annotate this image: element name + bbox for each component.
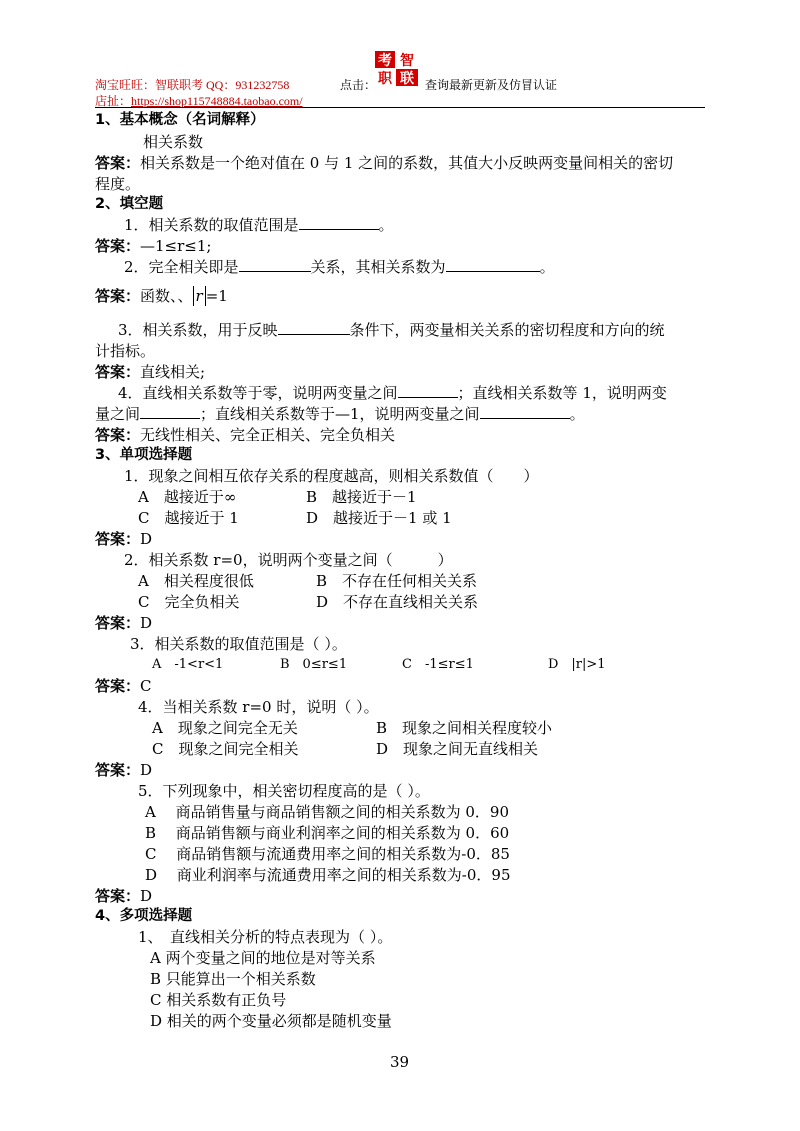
s2-q3 xyxy=(118,320,665,340)
s3-q2-option-a: A 相关程度很低 xyxy=(138,572,254,590)
s2-q4-blank2 xyxy=(140,404,200,419)
s3-a2 xyxy=(95,613,152,633)
s4-q1-option-d: D 相关的两个变量必须都是随机变量 xyxy=(150,1012,392,1030)
s2-q4-l2-mid: ；直线相关系数等于—1，说明两变量之间 xyxy=(200,405,480,423)
s2-q1-post: 。 xyxy=(378,216,394,234)
answer-label: 答案： xyxy=(95,287,141,305)
s3-q4: 4．当相关系数 r=0 时，说明（ ）。 xyxy=(138,698,379,716)
s2-q4-blank3 xyxy=(480,404,570,419)
s3-q3-option-b: B 0≤r≤1 xyxy=(280,657,348,672)
s2-q3-line2: 计指标。 xyxy=(95,342,156,360)
s3-q2: 2．相关系数 r=0，说明两个变量之间（ ） xyxy=(124,551,453,569)
page-number: 39 xyxy=(390,1053,410,1071)
logo-char-zhi2: 职 xyxy=(378,71,392,87)
s3-q5-option-b: B 商品销售额与商业利润率之间的相关系数为 0．60 xyxy=(145,824,510,842)
s3-q2-option-d: D 不存在直线相关关系 xyxy=(316,593,479,611)
section-3-title: 3、单项选择题 xyxy=(95,447,193,463)
s3-q3: 3．相关系数的取值范围是（ ）。 xyxy=(130,635,347,653)
s3-q5-option-c: C 商品销售额与流通费用率之间的相关系数为-0．85 xyxy=(145,845,510,863)
header-contact: 淘宝旺旺：智联职考 QQ：931232758 xyxy=(95,78,290,92)
s4-q1-option-a: A 两个变量之间的地位是对等关系 xyxy=(150,949,376,967)
s2-q4-pre: 4．直线相关系数等于零，说明两变量之间 xyxy=(118,384,398,402)
header-shop-link[interactable]: https://shop115748884.taobao.com/ xyxy=(131,94,303,108)
s3-q5: 5．下列现象中，相关密切程度高的是（ ）。 xyxy=(138,782,430,800)
s3-q3-option-a: A -1<r<1 xyxy=(152,657,224,672)
s4-q1-option-b: B 只能算出一个相关系数 xyxy=(150,970,316,988)
zhilian-logo[interactable] xyxy=(374,50,420,88)
header-verify-text[interactable]: 查询最新更新及仿冒认证 xyxy=(425,78,558,92)
s2-q3-pre: 3．相关系数，用于反映 xyxy=(118,321,278,339)
answer-label: 答案： xyxy=(95,363,141,381)
s2-q2 xyxy=(124,257,555,277)
s2-a2 xyxy=(95,286,228,306)
s2-q4-mid: ；直线相关系数等 1，说明两变 xyxy=(457,384,667,402)
s3-q4-option-a: A 现象之间完全无关 xyxy=(152,719,298,737)
s2-a2-abs-r: r xyxy=(193,286,206,306)
section-1-title: 1、基本概念（名词解释） xyxy=(95,112,265,128)
s3-q1-option-d: D 越接近于－1 或 1 xyxy=(306,509,452,527)
s3-q4-option-c: C 现象之间完全相关 xyxy=(152,740,299,758)
s3-q2-option-c: C 完全负相关 xyxy=(138,593,240,611)
s2-q3-blank xyxy=(278,320,350,335)
s2-q4-l2-pre: 量之间 xyxy=(95,405,141,423)
s3-q4-option-d: D 现象之间无直线相关 xyxy=(376,740,539,758)
s3-q4-option-b: B 现象之间相关程度较小 xyxy=(376,719,553,737)
s3-q1-option-a: A 越接近于∞ xyxy=(138,488,237,506)
s1-answer-text: 相关系数是一个绝对值在 0 与 1 之间的系数，其值大小反映两变量间相关的密切 xyxy=(140,154,674,172)
s2-q2-blank2 xyxy=(446,257,540,272)
s2-q1-pre: 1．相关系数的取值范围是 xyxy=(124,216,299,234)
s3-q1-option-b: B 越接近于－1 xyxy=(306,488,417,506)
s2-a3 xyxy=(95,362,205,382)
s1-answer-line1 xyxy=(95,153,673,173)
answer-label: 答案： xyxy=(95,426,141,444)
answer-label: 答案： xyxy=(95,761,141,779)
s1-answer-line2: 程度。 xyxy=(95,175,141,193)
s2-q4-blank1 xyxy=(398,383,458,398)
answer-label: 答案： xyxy=(95,237,141,255)
s3-a5 xyxy=(95,886,152,906)
section-2-title: 2、填空题 xyxy=(95,196,164,212)
s2-a3-text: 直线相关; xyxy=(140,363,206,381)
header-shop-label: 店扯： xyxy=(95,94,132,108)
answer-label: 答案： xyxy=(95,530,141,548)
s3-a4 xyxy=(95,760,152,780)
s3-q1-option-c: C 越接近于 1 xyxy=(138,509,239,527)
s2-a1 xyxy=(95,236,211,256)
s3-a5-text: D xyxy=(140,887,153,905)
s2-a2-pre: 函数、、 xyxy=(140,287,193,305)
header-click-label: 点击： xyxy=(340,78,377,92)
s2-a1-text: —1≤r≤1; xyxy=(140,237,212,255)
logo-char-lian: 联 xyxy=(400,71,414,87)
logo-char-zhi: 智 xyxy=(400,53,414,69)
s2-q1-blank xyxy=(299,215,379,230)
answer-label: 答案： xyxy=(95,887,141,905)
s4-q1-option-c: C 相关系数有正负号 xyxy=(150,991,287,1009)
answer-label: 答案： xyxy=(95,614,141,632)
s4-q1: 1、 直线相关分析的特点表现为（ ）。 xyxy=(138,928,393,946)
answer-label: 答案： xyxy=(95,677,141,695)
s3-a3-text: C xyxy=(140,677,152,695)
answer-label: 答案： xyxy=(95,154,141,172)
s2-q4 xyxy=(118,383,667,403)
s2-a4 xyxy=(95,425,395,445)
s2-a2-post: =1 xyxy=(205,287,228,305)
s2-q2-blank1 xyxy=(239,257,311,272)
s3-a3 xyxy=(95,676,152,696)
s3-q3-option-c: C -1≤r≤1 xyxy=(402,657,474,672)
s3-a1-text: D xyxy=(140,530,153,548)
s2-q2-mid: 关系，其相关系数为 xyxy=(310,258,446,276)
s2-q2-post: 。 xyxy=(539,258,555,276)
logo-char-kao: 考 xyxy=(378,53,392,69)
s3-q5-option-a: A 商品销售量与商品销售额之间的相关系数为 0．90 xyxy=(145,803,510,821)
s3-q5-option-d: D 商业利润率与流通费用率之间的相关系数为-0．95 xyxy=(145,866,511,884)
s1-term: 相关系数 xyxy=(143,133,204,151)
section-4-title: 4、多项选择题 xyxy=(95,908,193,924)
header-rule xyxy=(95,107,705,108)
s2-q4-l2-post: 。 xyxy=(569,405,585,423)
s2-q1 xyxy=(124,215,394,235)
s2-q3-post: 条件下，两变量相关关系的密切程度和方向的统 xyxy=(349,321,665,339)
s2-q2-pre: 2．完全相关即是 xyxy=(124,258,239,276)
s3-a1 xyxy=(95,529,152,549)
s3-a2-text: D xyxy=(140,614,153,632)
s3-q1: 1．现象之间相互依存关系的程度越高，则相关系数值（ ） xyxy=(124,467,539,485)
s3-a4-text: D xyxy=(140,761,153,779)
s2-q4-line2 xyxy=(95,404,585,424)
s3-q3-option-d: D |r|>1 xyxy=(548,657,606,672)
s3-q2-option-b: B 不存在任何相关关系 xyxy=(316,572,478,590)
s2-a4-text: 无线性相关、完全正相关、完全负相关 xyxy=(140,426,396,444)
